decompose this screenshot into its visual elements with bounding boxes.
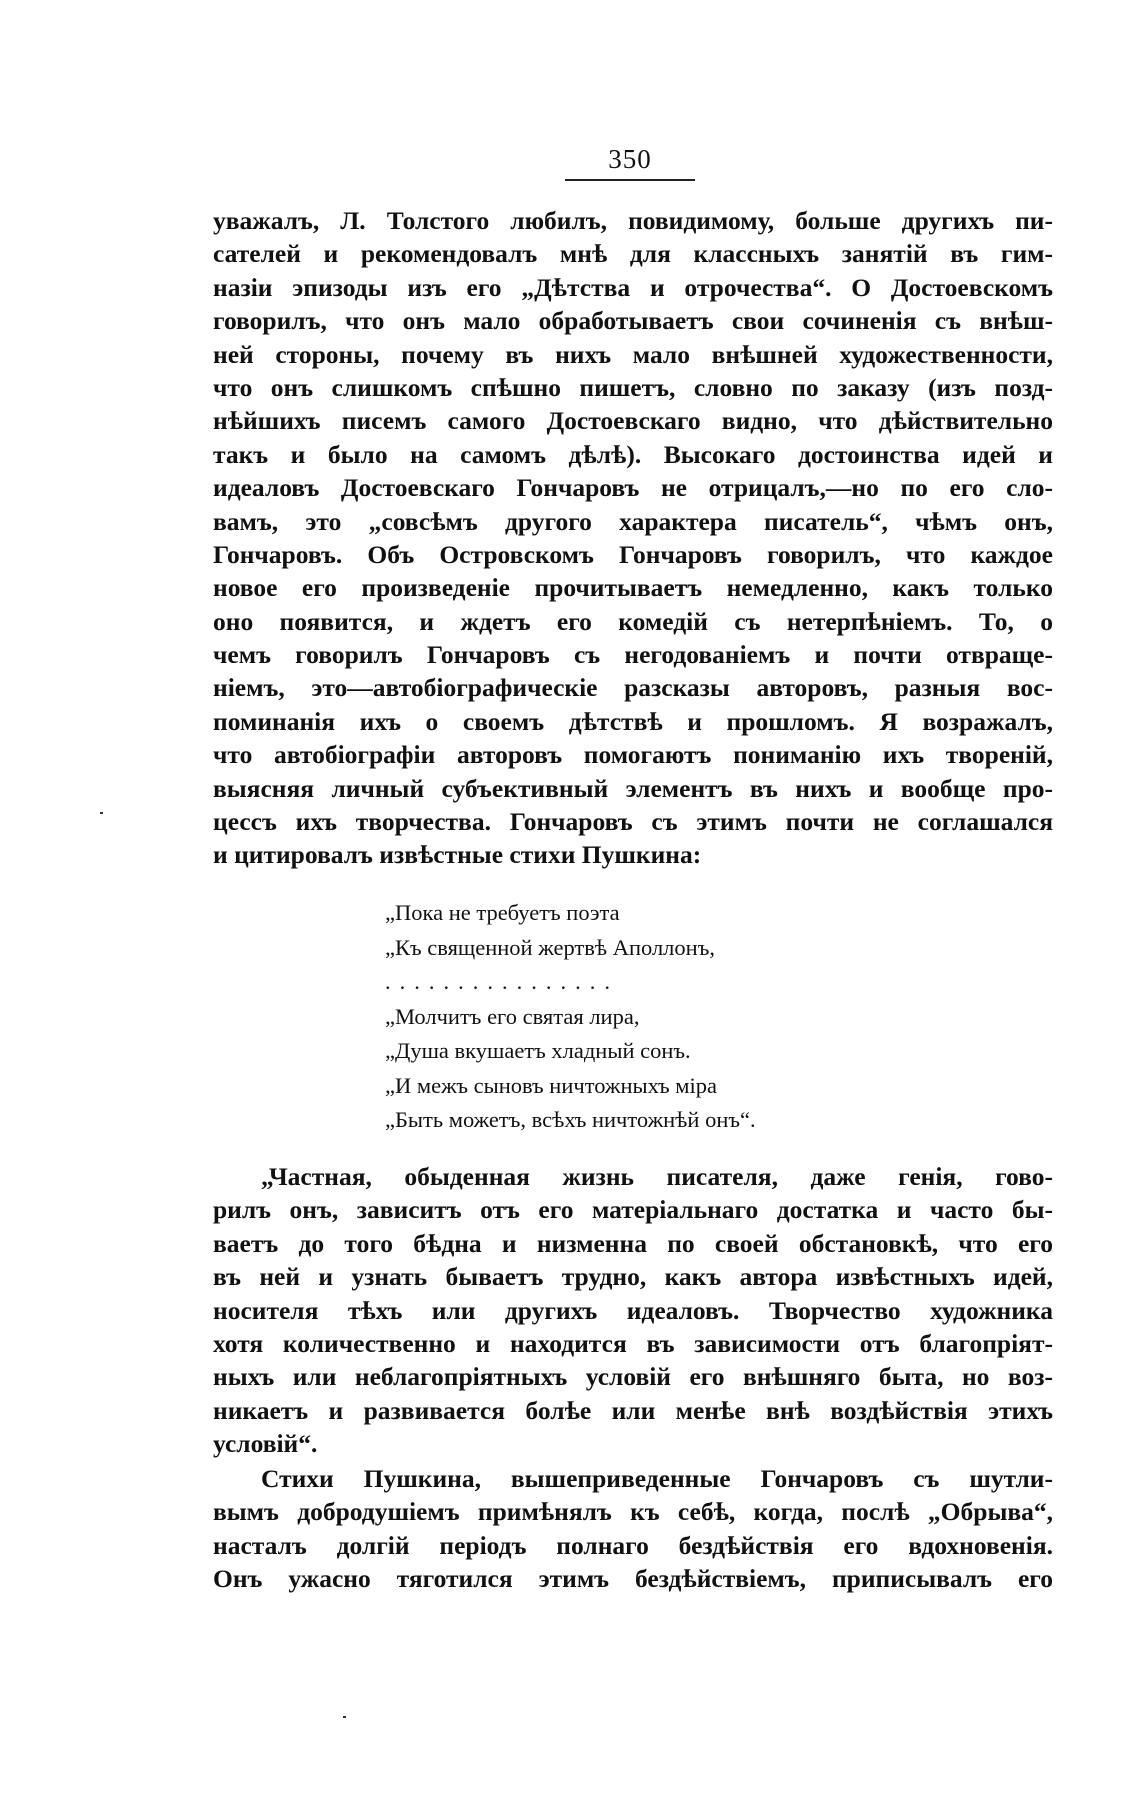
text-line: говорилъ, что онъ мало обработываетъ свои сочиненія съ внѣш- [213,306,1053,336]
text-line: ваетъ до того бѣдна и низменна по своей обстановкѣ, что его [213,1228,1053,1258]
print-speck [100,812,103,814]
text-line: въ ней и узнать бываетъ трудно, какъ автора извѣстныхъ идей, [213,1262,1053,1292]
text-line: ней стороны, почему въ нихъ мало внѣшней художественности, [213,339,1053,369]
text-line: что автобіографіи авторовъ помогаютъ пониманію ихъ твореній, [213,740,1053,770]
text-line: назіи эпизоды изъ его „Дѣтства и отрочества“. О Достоевскомъ [213,272,1053,302]
verse-ellipsis: ................ [385,969,619,994]
text-line: условій“. [213,1429,318,1459]
pushkin-verse [385,896,756,1138]
text-line: оно появится, и ждетъ его комедій съ нетерпѣніемъ. То, о [213,606,1053,636]
text-line: ныхъ или неблагопріятныхъ условій его внѣшняго быта, но воз- [213,1362,1053,1392]
verse-line: „Душа вкушаетъ хладный сонъ. [385,1038,691,1063]
text-line: такъ и было на самомъ дѣлѣ). Высокаго достоинства идей и [213,439,1053,469]
text-line: никаетъ и развивается болѣе или менѣе внѣ воздѣйствія этихъ [213,1395,1053,1425]
paragraph-3 [213,1462,1053,1596]
page-number: 350 [608,144,652,174]
text-line: сателей и рекомендовалъ мнѣ для классныхъ занятій въ гим- [213,239,1053,269]
text-line: вымъ добродушіемъ примѣнялъ къ себѣ, когда, послѣ „Обрыва“, [213,1497,1053,1527]
text-line: хотя количественно и находится въ зависимости отъ благопріят- [213,1328,1053,1358]
text-line: вамъ, это „совсѣмъ другого характера писатель“, чѣмъ онъ, [213,506,1053,536]
text-line: Стихи Пушкина, вышеприведенные Гончаровъ съ шутли- [261,1464,1053,1493]
verse-line: „Молчитъ его святая лира, [385,1003,640,1029]
text-line: рилъ онъ, зависитъ отъ его матеріальнаго достатка и часто бы- [213,1195,1053,1225]
verse-line: „И межъ сыновъ ничтожныхъ міра [385,1072,718,1098]
text-line: Онъ ужасно тяготился этимъ бездѣйствіемъ, приписывалъ его [213,1564,1053,1594]
verse-line: „Къ священной жертвѣ Аполлонъ, [385,934,715,960]
text-line: чемъ говорилъ Гончаровъ съ негодованіемъ и почти отвраще- [213,640,1053,670]
text-line: выясняя личный субъективный элементъ въ нихъ и вообще про- [213,773,1053,803]
text-line: Гончаровъ. Объ Островскомъ Гончаровъ говорилъ, что каждое [213,539,1053,569]
text-line: насталъ долгій періодъ полнаго бездѣйствія его вдохновенія. [213,1530,1053,1560]
paragraph-1 [213,204,1053,872]
text-line: поминанія ихъ о своемъ дѣтствѣ и прошломъ. Я возражалъ, [213,706,1053,736]
text-line: нѣйшихъ писемъ самого Достоевскаго видно, что дѣйствительно [213,406,1053,436]
text-line: идеаловъ Достоевскаго Гончаровъ не отрицалъ,—но по его сло- [213,473,1053,503]
paragraph-2 [213,1160,1053,1461]
text-line: уважалъ, Л. Толстого любилъ, повидимому, больше другихъ пи- [213,206,1053,235]
text-line: носителя тѣхъ или другихъ идеаловъ. Творчество художника [213,1295,1053,1325]
text-line: новое его произведеніе прочитываетъ немедленно, какъ только [213,573,1053,603]
text-line: цессъ ихъ творчества. Гончаровъ съ этимъ почти не соглашался [213,807,1053,837]
print-speck [343,1716,346,1718]
text-line: что онъ слишкомъ спѣшно пишетъ, словно по заказу (изъ позд- [213,372,1053,402]
verse-line: „Быть можетъ, всѣхъ ничтожнѣй онъ“. [385,1107,756,1132]
text-line: „Частная, обыденная жизнь писателя, даже генія, гово- [261,1162,1053,1191]
text-line: ніемъ, это—автобіографическіе разсказы авторовъ, разныя вос- [213,673,1053,703]
verse-line: „Пока не требуетъ поэта [385,900,620,925]
page-number-rule [565,179,695,181]
text-line: и цитировалъ извѣстные стихи Пушкина: [213,840,702,870]
